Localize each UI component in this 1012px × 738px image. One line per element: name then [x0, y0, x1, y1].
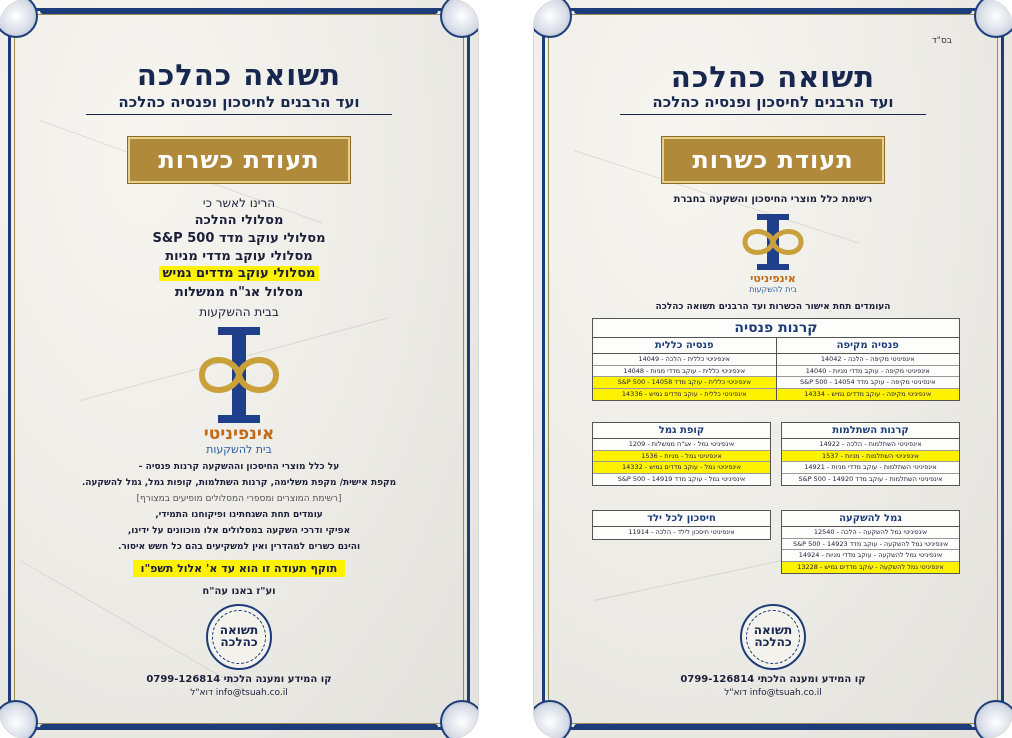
corner-ornament: [440, 700, 478, 738]
kosher-certificate-banner: תעודת כשרות: [128, 137, 350, 183]
council-subtitle: ועד הרבנים לחיסכון ופנסיה כהלכה: [118, 93, 360, 111]
table-row-highlighted: אינפיניטי מקיפה - עוקב מדדים גמיש - 14334: [777, 389, 960, 401]
table-row-highlighted: אינפיניטי השתלמות - מניות - 1537: [782, 451, 959, 463]
corner-ornament: [440, 0, 478, 38]
child-savings-table: חיסכון לכל ילד אינפיניטי חיסכון לילד - הלכה - 11914: [592, 510, 771, 540]
comprehensive-pension-column: פנסיה מקיפה אינפיניטי מקיפה - הלכה - 14042 אינפיניטי מקיפה - עוקב מדדי מניות - 14040 אינפיניטי מקיפה - עוקב מדד S&P 500 - 14054 אינפיניטי מקיפה - עוקב מדדים גמיש - 14334: [776, 338, 960, 400]
track-item: מסלול אג"ח ממשלות: [174, 285, 304, 300]
corner-ornament: [974, 700, 1012, 738]
brand-name: אינפיניטי: [750, 272, 796, 285]
main-title: תשואה כהלכה: [670, 60, 876, 94]
main-title: תשואה כהלכה: [136, 58, 342, 92]
brand-name: אינפיניטי: [203, 424, 275, 444]
email: info@tsuah.co.il דוא"ל: [724, 688, 822, 698]
signature-line: וע"ז באנו עה"ח: [202, 586, 276, 597]
funds-tables-row: [592, 422, 960, 486]
savings-tables-row: [592, 510, 960, 574]
table-row: אינפיניטי גמל להשקעה - עוקב מדד S&P 500 - 14923: [782, 539, 959, 551]
list-title: רשימת כלל מוצרי החיסכון והשקעה בחברת: [673, 194, 873, 205]
table-row-highlighted: אינפיניטי גמל - עוקב מדדים גמיש - 14332: [593, 462, 770, 474]
infinity-logo: [741, 212, 805, 272]
pension-funds-table: [592, 318, 960, 401]
brand-subtitle: בית להשקעות: [206, 443, 272, 456]
table-row: אינפיניטי כללית - הלכה - 14049: [593, 354, 776, 366]
email: info@tsuah.co.il דוא"ל: [190, 688, 288, 698]
track-item-highlighted: מסלולי עוקב מדדים גמיש: [159, 266, 320, 281]
investment-gemel-table: גמל להשקעה אינפיניטי גמל להשקעה - הלכה - 12540 אינפיניטי גמל להשקעה - עוקב מדד S&P 500 - 14923 אינפיניטי גמל להשקעה - עוקב מדדי מניות - 14924 אינפיניטי גמל להשקעה - עוקב מדדים גמיש - 13228: [781, 510, 960, 574]
certificate-card-left: [0, 0, 478, 738]
corner-ornament: [0, 700, 38, 738]
provident-fund-table: קופת גמל אינפיניטי גמל - אג"ח ממשלות - 1209 אינפיניטי גמל - מניות - 1536 אינפיניטי גמל - עוקב מדדים גמיש - 14332 אינפיניטי גמל - עוקב מדד S&P 500 - 14919: [592, 422, 771, 486]
table-row-highlighted: אינפיניטי גמל להשקעה - עוקב מדדים גמיש - 13228: [782, 562, 959, 574]
intro-text: הרינו לאשר כי: [202, 196, 276, 210]
body-line: עומדים תחת השגחתינו ופיקוחנו התמידי,: [155, 510, 323, 520]
brand-subtitle: בית להשקעות: [749, 285, 797, 294]
corner-ornament: [534, 700, 572, 738]
table-row: אינפיניטי גמל להשקעה - הלכה - 12540: [782, 527, 959, 539]
hotline: קו המידע ומענה הלכתי 0799-126814: [680, 674, 866, 685]
track-item: מסלולי עוקב מדדי מניות: [165, 249, 313, 264]
council-subtitle: ועד הרבנים לחיסכון ופנסיה כהלכה: [652, 93, 894, 111]
table-row: אינפיניטי מקיפה - עוקב מדדי מניות - 14040: [777, 366, 960, 378]
table-row: אינפיניטי השתלמות - עוקב מדד S&P 500 - 14920: [798, 474, 943, 483]
table-row: אינפיניטי מקיפה - עוקב מדד S&P 500 - 14054: [777, 377, 960, 389]
body-line: [רשימת המוצרים ומספרי המסלולים מופיעים במצורף]: [136, 494, 342, 504]
infinity-logo: [196, 325, 282, 425]
table-row: אינפיניטי גמל להשקעה - עוקב מדדי מניות - 14924: [782, 550, 959, 562]
table-row: אינפיניטי גמל - אג"ח ממשלות - 1209: [593, 439, 770, 451]
approval-note: העומדים תחת אישור הכשרות ועד הרבנים תשואה כהלכה: [655, 302, 891, 312]
body-line: על כלל מוצרי החיסכון וההשקעה קרנות פנסיה -: [138, 462, 340, 472]
certificate-card-right: [534, 0, 1012, 738]
table-row: אינפיניטי כללית - עוקב מדדי מניות - 14048: [593, 366, 776, 378]
table-row: אינפיניטי חיסכון לילד - הלכה - 11914: [628, 528, 735, 536]
table-row: אינפיניטי השתלמות - עוקב מדדי מניות - 14921: [782, 462, 959, 474]
body-line: והינם כשרים למהדרין ואין למשקיעים בהם כל חשש איסור.: [117, 542, 361, 552]
table-row: אינפיניטי מקיפה - הלכה - 14042: [777, 354, 960, 366]
kosher-certificate-banner: תעודת כשרות: [662, 137, 884, 183]
hotline: קו המידע ומענה הלכתי 0799-126814: [146, 674, 332, 685]
corner-ornament: [0, 0, 38, 38]
table-row: אינפיניטי השתלמות - הלכה - 14922: [782, 439, 959, 451]
investment-house-label: בבית ההשקעות: [199, 305, 279, 319]
council-seal: תשואה כהלכה: [206, 604, 272, 670]
general-pension-column: פנסיה כללית אינפיניטי כללית - הלכה - 14049 אינפיניטי כללית - עוקב מדדי מניות - 14048 אינפיניטי כללית - עוקב מדד S&P 500 - 14058 אינפיניטי כללית - עוקב מדדים גמיש - 14336: [593, 338, 776, 400]
corner-ornament: [974, 0, 1012, 38]
bsd-mark: בס"ד: [931, 36, 952, 46]
council-seal: תשואה כהלכה: [740, 604, 806, 670]
table-row-highlighted: אינפיניטי גמל - מניות - 1536: [593, 451, 770, 463]
table-title: קרנות פנסיה: [593, 319, 959, 338]
body-line: אפיקי ודרכי השקעה במסלולים אלו מוכוונים על ידינו,: [127, 526, 351, 536]
table-row: אינפיניטי גמל - עוקב מדד S&P 500 - 14919: [617, 474, 746, 483]
track-item: מסלולי ההלכה: [194, 213, 284, 228]
body-line: מקפת אישית/ מקפת משלימה, קרנות השתלמות, קופות גמל, גמל להשקעה.: [81, 478, 397, 488]
track-item: מסלולי עוקב מדד S&P 500: [152, 231, 326, 246]
study-funds-table: קרנות השתלמות אינפיניטי השתלמות - הלכה - 14922 אינפיניטי השתלמות - מניות - 1537 אינפיניטי השתלמות - עוקב מדדי מניות - 14921 אינפיניטי השתלמות - עוקב מדד S&P 500 - 14920: [781, 422, 960, 486]
validity-note: תוקף תעודה זו הוא עד א' אלול תשפ"ו: [133, 560, 346, 577]
table-row-highlighted: אינפיניטי כללית - עוקב מדד S&P 500 - 14058: [593, 377, 776, 389]
table-row-highlighted: אינפיניטי כללית - עוקב מדדים גמיש - 14336: [593, 389, 776, 401]
corner-ornament: [534, 0, 572, 38]
